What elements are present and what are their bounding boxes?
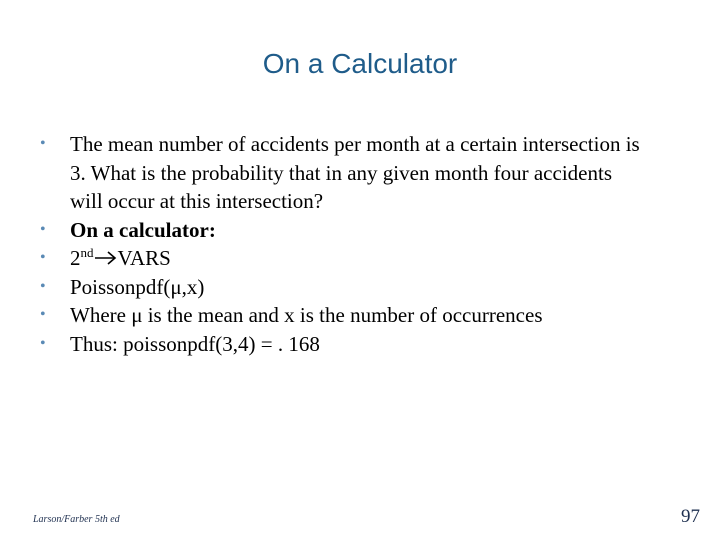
bullet-dot-icon: • xyxy=(40,249,46,266)
bullet-dot-icon: • xyxy=(40,135,46,152)
right-arrow-icon xyxy=(94,250,118,266)
bullet-item-calculator: • On a calculator: xyxy=(40,216,640,245)
bullet-dot-icon: • xyxy=(40,306,46,323)
bullet-item-result: • Thus: poissonpdf(3,4) = . 168 xyxy=(40,330,640,359)
bullet-item-question: • The mean number of accidents per month at a certain intersection is 3. What is the probability that in any given month four accidents will occur at this intersection? xyxy=(40,132,640,213)
bullet-dot-icon: • xyxy=(40,334,46,352)
bullet-item-where: • Where μ is the mean and x is the number of occurrences xyxy=(40,301,640,330)
bullet-list xyxy=(40,130,640,358)
bullet-dot-icon: • xyxy=(40,220,46,238)
bullet-item-keys: • 2nd VARS xyxy=(40,244,640,273)
footer-credit: Larson/Farber 5th ed xyxy=(33,514,120,525)
page-number: 97 xyxy=(681,506,700,527)
slide-title: On a Calculator xyxy=(262,48,458,79)
bullet-dot-icon: • xyxy=(40,277,46,295)
bullet-item-function: • Poissonpdf(μ,x) xyxy=(40,273,640,302)
